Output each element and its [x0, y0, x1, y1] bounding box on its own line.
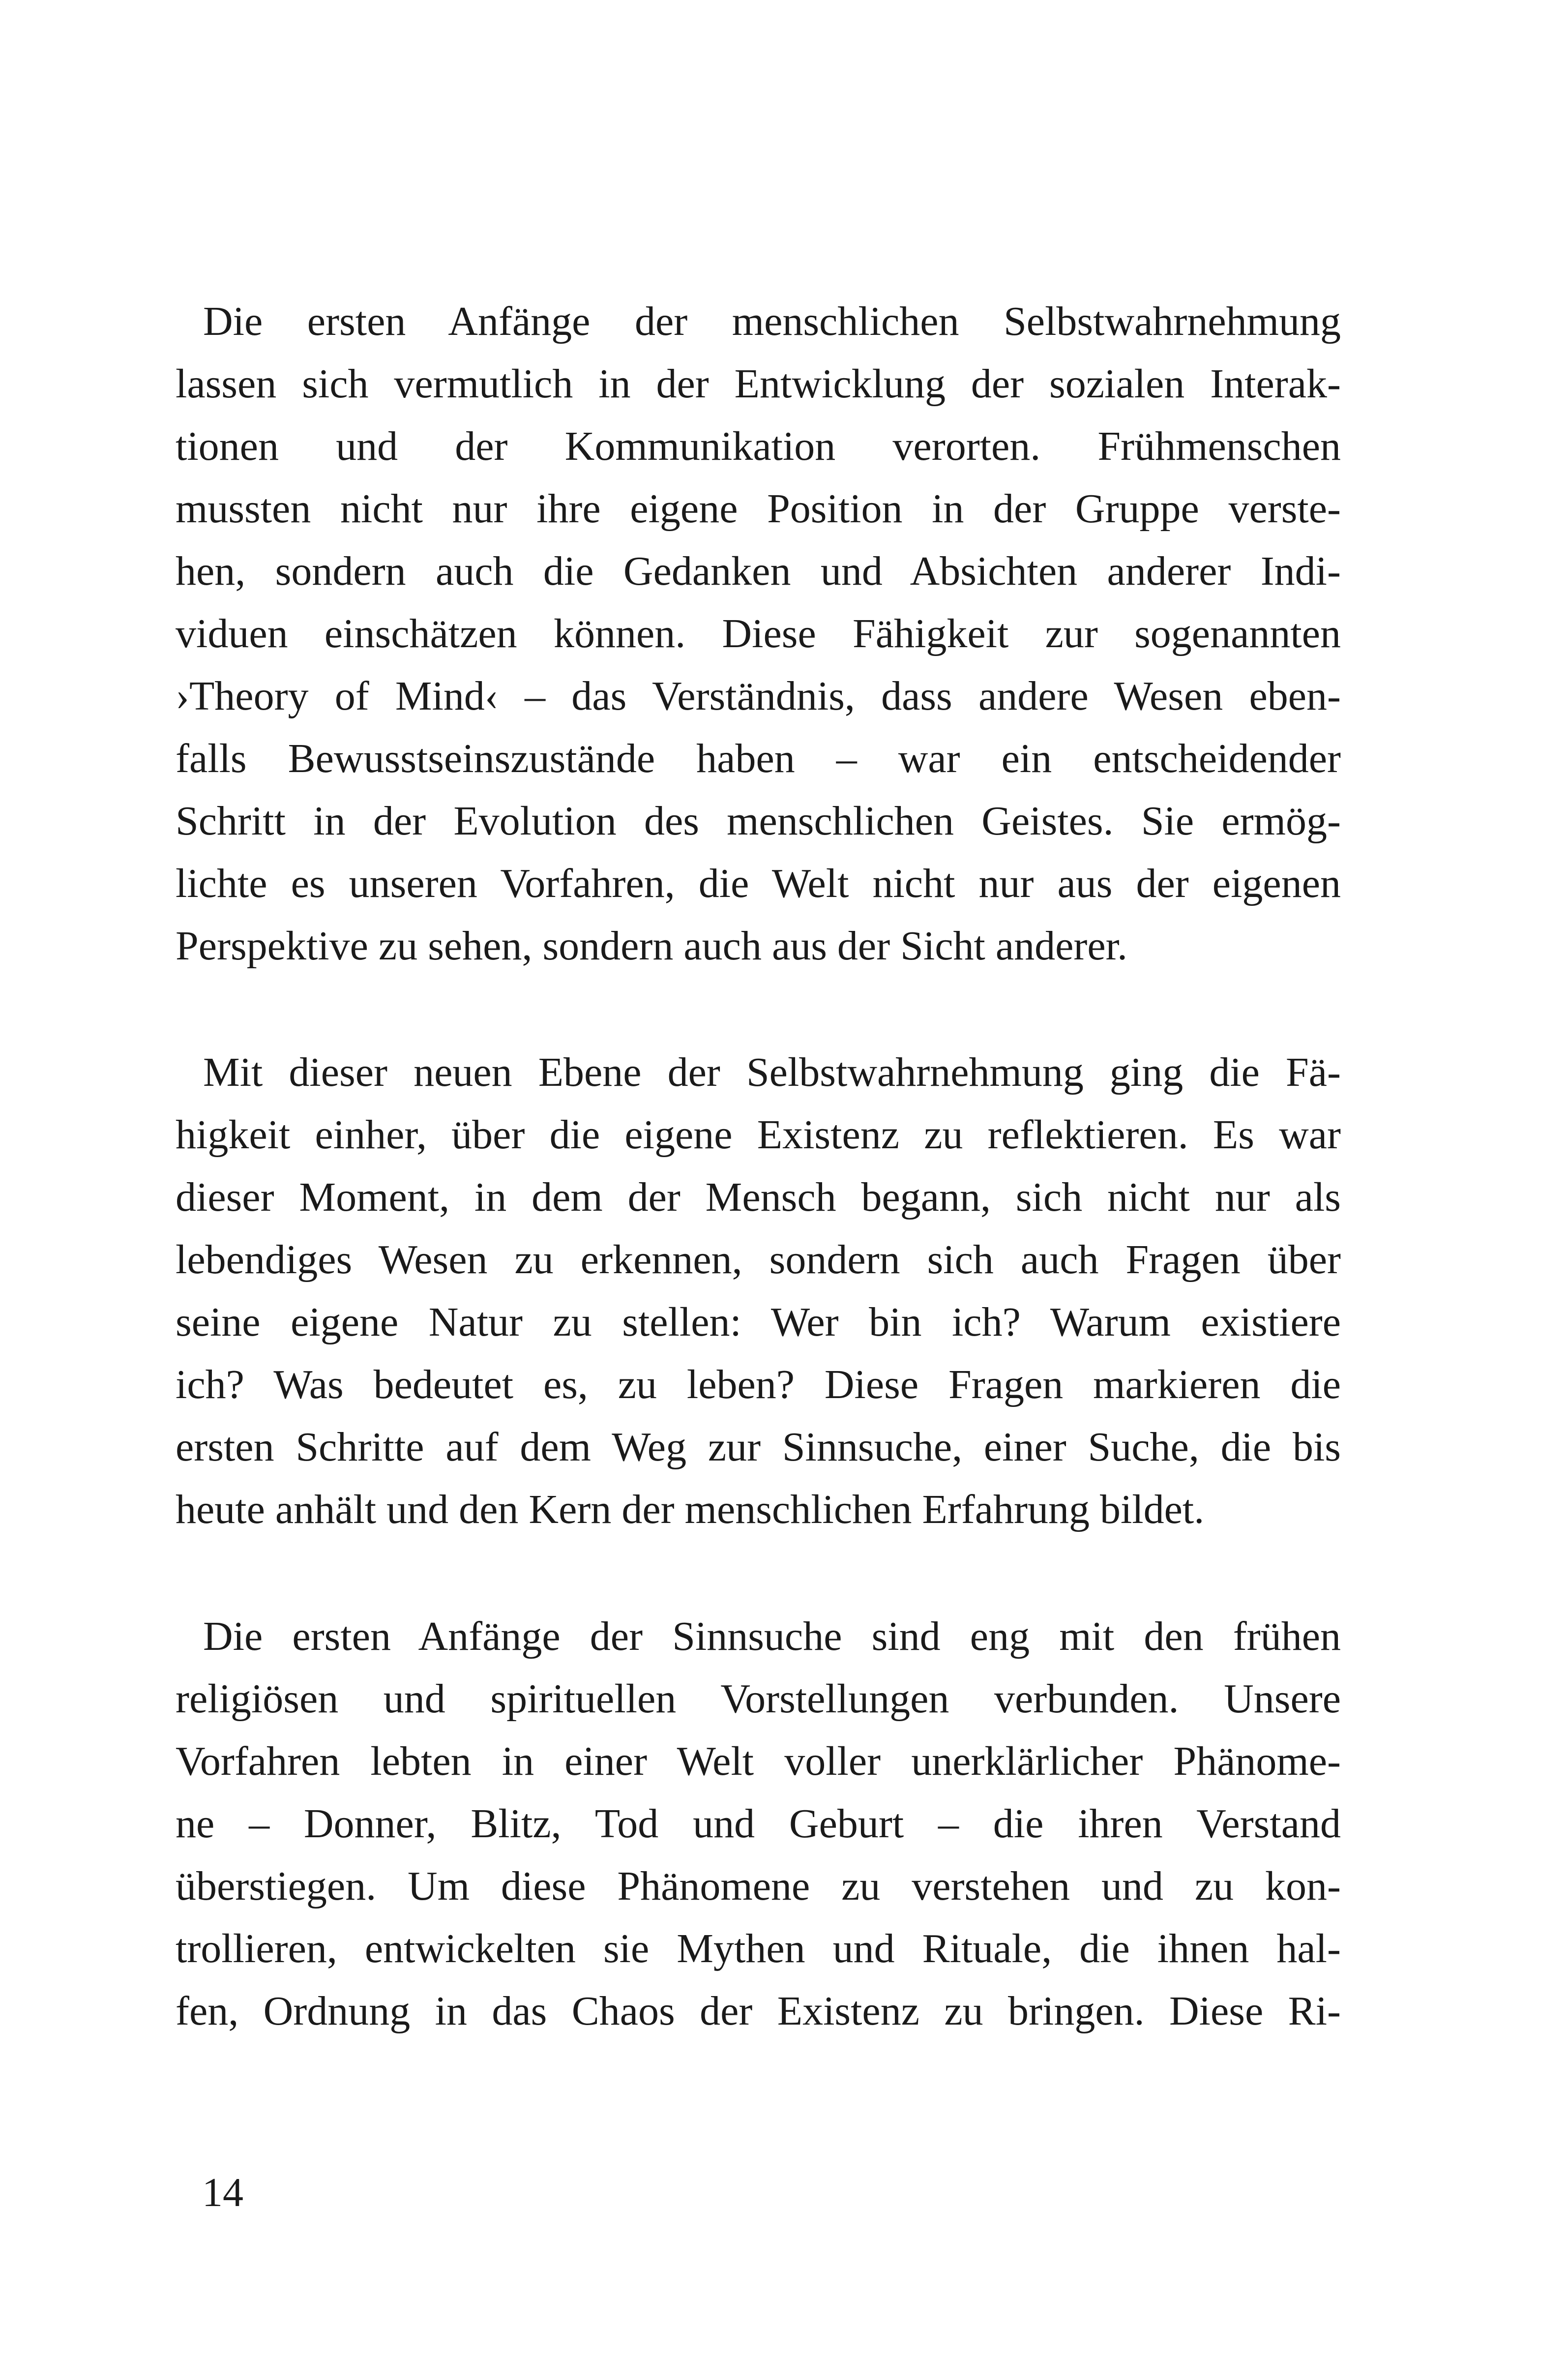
paragraph-3	[176, 1605, 1341, 2042]
text-line: fen, Ordnung in das Chaos der Existenz zu bringen. Diese Ri-	[176, 1988, 1341, 2034]
text-line: trollieren, entwickelten sie Mythen und Rituale, die ihnen hal-	[176, 1926, 1341, 1971]
text-line: Mit dieser neuen Ebene der Selbstwahrnehmung ging die Fä-	[203, 1049, 1341, 1095]
text-line: lebendiges Wesen zu erkennen, sondern sich auch Fragen über	[176, 1237, 1341, 1283]
text-line: hen, sondern auch die Gedanken und Absichten anderer Indi-	[176, 548, 1341, 594]
text-line: falls Bewusstseinszustände haben – war ein entscheidender	[176, 736, 1341, 781]
text-line: Perspektive zu sehen, sondern auch aus der Sicht anderer.	[176, 923, 1128, 969]
text-line: ersten Schritte auf dem Weg zur Sinnsuche, einer Suche, die bis	[176, 1424, 1341, 1470]
text-line: lassen sich vermutlich in der Entwicklung der sozialen Interak-	[176, 361, 1341, 407]
text-line: heute anhält und den Kern der menschlichen Erfahrung bildet.	[176, 1487, 1205, 1532]
paragraph-1	[176, 290, 1341, 977]
text-line: religiösen und spirituellen Vorstellungen verbunden. Unsere	[176, 1676, 1341, 1722]
text-line: ne – Donner, Blitz, Tod und Geburt – die ihren Verstand	[176, 1801, 1341, 1847]
text-line: ›Theory of Mind‹ – das Verständnis, dass andere Wesen eben-	[176, 673, 1341, 719]
text-line: ich? Was bedeutet es, zu leben? Diese Fragen markieren die	[176, 1362, 1341, 1407]
text-line: überstiegen. Um diese Phänomene zu verstehen und zu kon-	[176, 1863, 1341, 1909]
text-line: seine eigene Natur zu stellen: Wer bin ich? Warum existiere	[176, 1299, 1341, 1345]
text-line: lichte es unseren Vorfahren, die Welt nicht nur aus der eigenen	[176, 861, 1341, 906]
text-line: Die ersten Anfänge der Sinnsuche sind eng mit den frühen	[203, 1613, 1341, 1659]
text-line: dieser Moment, in dem der Mensch begann, sich nicht nur als	[176, 1174, 1341, 1220]
text-line: viduen einschätzen können. Diese Fähigkeit zur sogenannten	[176, 611, 1341, 657]
text-line: mussten nicht nur ihre eigene Position in der Gruppe verste-	[176, 486, 1341, 532]
text-line: Vorfahren lebten in einer Welt voller unerklärlicher Phänome-	[176, 1738, 1341, 1784]
page-number: 14	[202, 2170, 243, 2215]
text-line: Schritt in der Evolution des menschlichen Geistes. Sie ermög-	[176, 798, 1341, 844]
paragraph-2	[176, 1041, 1341, 1541]
text-line: higkeit einher, über die eigene Existenz zu reflektieren. Es war	[176, 1112, 1341, 1158]
text-line: tionen und der Kommunikation verorten. Frühmenschen	[176, 423, 1341, 469]
text-line: Die ersten Anfänge der menschlichen Selbstwahrnehmung	[203, 298, 1341, 344]
